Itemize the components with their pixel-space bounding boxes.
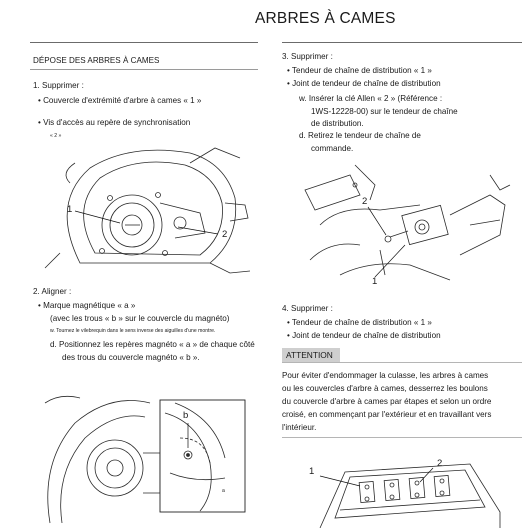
- attention-line-3: du couvercle d'arbre à cames par étapes et selon un ordre: [282, 397, 492, 406]
- step1-bullet-cover: • Couvercle d'extrémité d'arbre à cames « 1 »: [38, 96, 202, 105]
- figure3-callout-1: 1: [372, 276, 378, 287]
- step2-bullet-mark: • Marque magnétique « a »: [38, 301, 136, 310]
- attention-line-1: Pour éviter d'endommager la culasse, les arbres à cames: [282, 371, 489, 380]
- figure1-callout-2: 2: [222, 229, 228, 240]
- step2-note: w. Tournez le vilebrequin dans le sens inverse des aiguilles d'une montre.: [50, 328, 216, 334]
- figure4-camshaft-caps-illustration: [300, 452, 515, 528]
- step4-bullet-gasket: • Joint de tendeur de chaîne de distribution: [287, 331, 441, 340]
- figure2-magneto-alignment-illustration: [40, 383, 250, 528]
- figure4-callout-1: 1: [309, 466, 315, 477]
- figure3-callout-2: 2: [362, 196, 368, 207]
- step1-bullet-screw: • Vis d'accès au repère de synchronisation: [38, 118, 191, 127]
- step3-sub-w-line1: w. Insérer la clé Allen « 2 » (Référence :: [299, 94, 443, 103]
- section-heading: DÉPOSE DES ARBRES À CAMES: [33, 56, 160, 65]
- step3-heading: 3. Supprimer :: [282, 52, 333, 61]
- attention-line-2: ou les couvercles d'arbre à cames, desserrez les boulons: [282, 384, 488, 393]
- attention-header: [282, 348, 522, 363]
- step2-heading: 2. Aligner :: [33, 287, 72, 296]
- header-rule-left: [30, 42, 258, 43]
- step2-sub-d-line1: d. Positionnez les repères magnéto « a » de chaque côté: [50, 340, 255, 349]
- step4-bullet-tensioner: • Tendeur de chaîne de distribution « 1 »: [287, 318, 432, 327]
- step1-heading: 1. Supprimer :: [33, 81, 84, 90]
- step2-sub-d-line2: des trous du couvercle magnéto « b ».: [62, 353, 200, 362]
- step3-sub-w-line3: de distribution.: [311, 119, 364, 128]
- step3-sub-d-line2: commande.: [311, 144, 354, 153]
- step3-bullet-gasket: • Joint de tendeur de chaîne de distribution: [287, 79, 441, 88]
- step3-sub-w-line2: 1WS-12228-00) sur le tendeur de chaîne: [311, 107, 458, 116]
- figure2-callout-a: a: [222, 488, 225, 494]
- attention-line-5: l'intérieur.: [282, 423, 317, 432]
- page-title: ARBRES À CAMES: [255, 10, 396, 27]
- step3-bullet-tensioner: • Tendeur de chaîne de distribution « 1 »: [287, 66, 432, 75]
- attention-bottom-rule: [282, 437, 522, 438]
- header-rule-right: [282, 42, 522, 43]
- figure2-callout-b: b: [183, 410, 189, 421]
- figure4-callout-2: 2: [437, 458, 443, 469]
- step4-heading: 4. Supprimer :: [282, 304, 333, 313]
- figure1-callout-1: 1: [67, 204, 73, 215]
- section-heading-underline: [30, 69, 258, 70]
- step2-bullet-mark-cont: (avec les trous « b » sur le couvercle du magnéto): [50, 314, 230, 323]
- figure3-tensioner-illustration: [300, 165, 515, 290]
- attention-label: ATTENTION: [282, 348, 340, 362]
- step3-sub-d-line1: d. Retirez le tendeur de chaîne de: [299, 131, 421, 140]
- attention-line-4: croisé, en commençant par l'extérieur et en travaillant vers: [282, 410, 492, 419]
- step1-bullet-screw-ref: « 2 »: [50, 133, 62, 139]
